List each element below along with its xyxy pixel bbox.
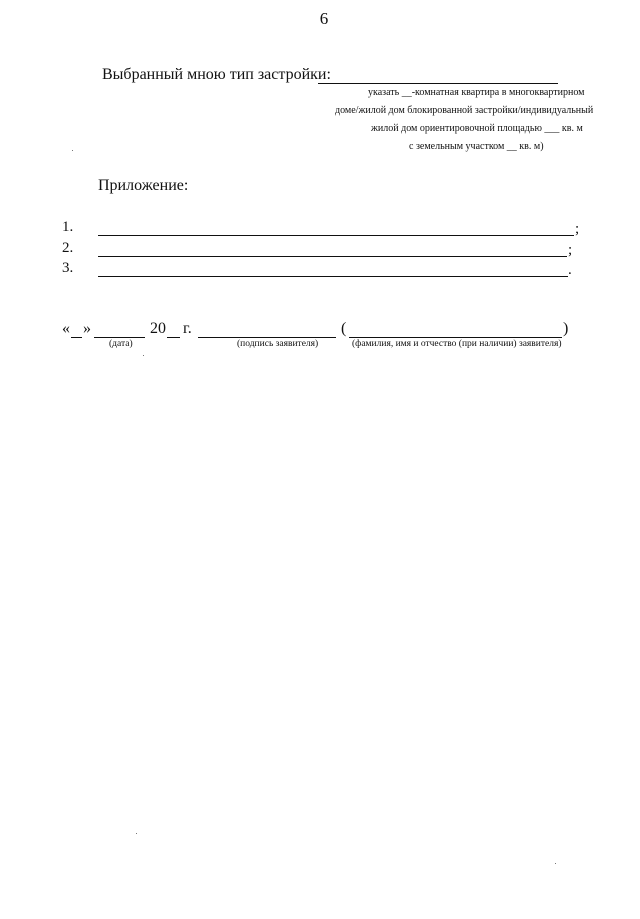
scan-speck xyxy=(136,833,137,834)
attachment-item-number: 2. xyxy=(62,240,74,256)
full-name-field[interactable] xyxy=(349,337,562,338)
full-name-paren-close: ) xyxy=(563,320,569,337)
date-day-field[interactable] xyxy=(71,337,82,338)
attachment-item-number: 3. xyxy=(62,260,74,276)
date-caption: (дата) xyxy=(109,339,133,349)
scan-speck xyxy=(143,355,144,356)
attachment-item-field[interactable] xyxy=(98,235,574,236)
attachment-item-end: . xyxy=(568,262,572,278)
date-year-suffix: г. xyxy=(183,320,192,337)
building-type-hint-line-3: жилой дом ориентировочной площадью ___ кв. м xyxy=(371,123,583,134)
date-quote-close: » xyxy=(83,320,91,337)
attachment-heading: Приложение: xyxy=(98,177,189,194)
page-number: 6 xyxy=(319,9,329,28)
scan-speck xyxy=(72,150,73,151)
signature-caption: (подпись заявителя) xyxy=(237,339,319,349)
attachment-item-number: 1. xyxy=(62,219,74,235)
date-quote-open: « xyxy=(62,320,70,337)
full-name-paren-open: ( xyxy=(341,320,347,337)
date-month-field[interactable] xyxy=(94,337,145,338)
scan-speck xyxy=(555,863,556,864)
building-type-label: Выбранный мною тип застройки: xyxy=(102,66,331,83)
date-year-prefix: 20 xyxy=(150,320,166,337)
attachment-item-field[interactable] xyxy=(98,276,568,277)
full-name-caption: (фамилия, имя и отчество (при наличии) заявителя) xyxy=(352,339,562,349)
date-year-field[interactable] xyxy=(167,337,180,338)
building-type-hint-line-1: указать __-комнатная квартира в многоквартирном xyxy=(368,87,585,98)
attachment-item-end: ; xyxy=(568,242,573,258)
building-type-hint-line-2: доме/жилой дом блокированной застройки/индивидуальный xyxy=(335,105,594,116)
signature-field[interactable] xyxy=(198,337,336,338)
building-type-field[interactable] xyxy=(318,83,558,84)
building-type-hint-line-4: с земельным участком __ кв. м) xyxy=(409,141,544,152)
attachment-item-end: ; xyxy=(575,221,580,237)
attachment-item-field[interactable] xyxy=(98,256,567,257)
